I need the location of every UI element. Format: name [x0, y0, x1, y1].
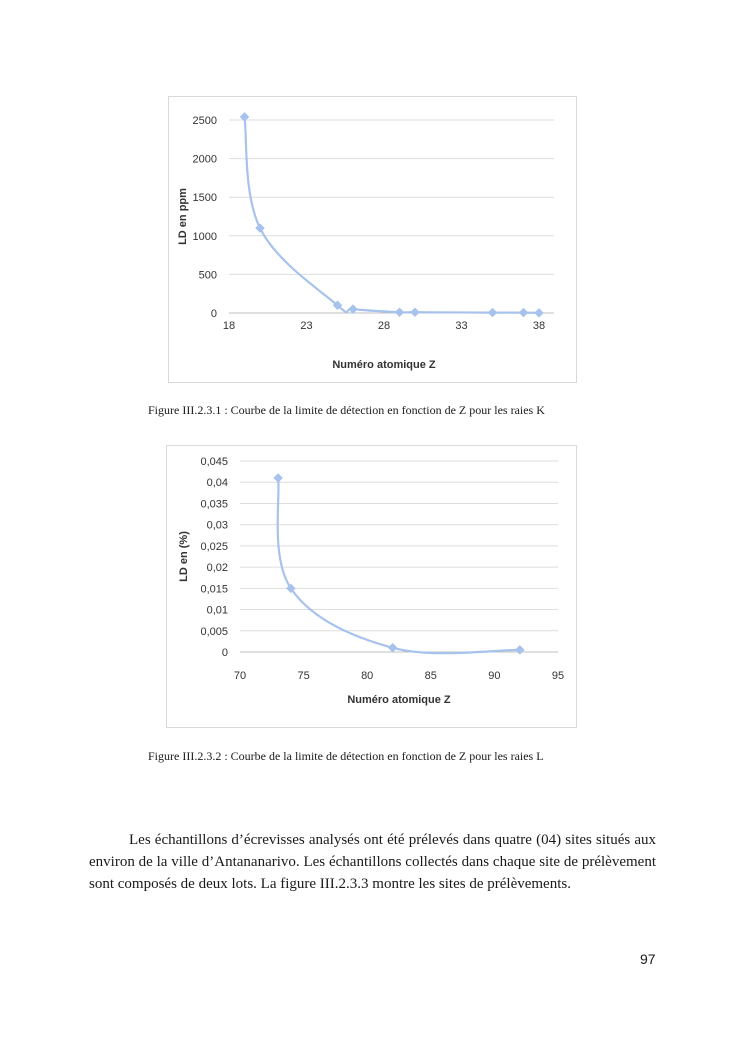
x-tick-label: 80 [361, 670, 374, 682]
x-tick-label: 28 [377, 320, 391, 332]
chart-l-lines [167, 446, 576, 727]
x-tick-label: 33 [455, 320, 468, 332]
x-tick-label: 75 [297, 670, 310, 682]
figure-2-chart [166, 445, 577, 728]
x-axis-label: Numéro atomique Z [347, 694, 451, 706]
x-axis-label: Numéro atomique Z [332, 359, 436, 371]
y-tick-label: 0,035 [200, 498, 228, 511]
y-tick-label: 0 [210, 308, 217, 320]
figure-1-chart [168, 96, 577, 383]
data-point-marker [349, 305, 358, 314]
y-tick-label: 0,025 [200, 540, 228, 553]
data-point-marker [519, 308, 528, 317]
y-tick-label: 1000 [192, 230, 217, 243]
y-tick-label: 500 [198, 269, 217, 282]
data-point-marker [488, 308, 497, 317]
figure-1-caption: Figure III.2.3.1 : Courbe de la limite de détection en fonction de Z pour les raies K [148, 403, 545, 417]
y-tick-label: 0,02 [206, 562, 228, 575]
y-axis-label: LD en (%) [178, 531, 190, 582]
data-point-marker [274, 473, 283, 482]
y-tick-label: 0,015 [200, 583, 228, 596]
x-tick-label: 85 [424, 670, 437, 682]
x-tick-label: 90 [488, 670, 501, 682]
y-axis-label: LD en ppm [177, 188, 189, 245]
y-tick-label: 1500 [192, 192, 217, 205]
x-tick-label: 18 [222, 320, 236, 332]
series-line [245, 117, 540, 313]
data-point-marker [515, 645, 524, 654]
figure-2-caption: Figure III.2.3.2 : Courbe de la limite de détection en fonction de Z pour les raies L [148, 749, 544, 763]
x-tick-label: 70 [233, 670, 247, 682]
data-point-marker [411, 308, 420, 317]
series-line [278, 478, 520, 653]
body-paragraph-text: Les échantillons d’écrevisses analysés ont été prélevés dans quatre (04) sites situés aux environ de la ville d’Antananarivo. Les échantillons collectés dans chaque site de prélèvement sont composés de deux lots. La figure III.2.3.3 montre les sites de prélèvements. [89, 832, 656, 892]
y-tick-label: 2500 [192, 115, 217, 127]
y-tick-label: 0,04 [206, 477, 228, 490]
data-point-marker [388, 643, 397, 652]
x-tick-label: 23 [300, 320, 313, 332]
x-tick-label: 95 [551, 670, 565, 682]
page-number: 97 [640, 951, 656, 967]
x-tick-label: 38 [532, 320, 546, 332]
body-paragraph [89, 829, 656, 895]
data-point-marker [395, 308, 404, 317]
data-point-marker [256, 224, 265, 233]
y-tick-label: 0,01 [206, 604, 228, 617]
chart-k-lines [169, 97, 576, 382]
y-tick-label: 0 [221, 647, 228, 659]
y-tick-label: 0,045 [200, 456, 228, 468]
y-tick-label: 0,03 [206, 519, 228, 532]
y-tick-label: 0,005 [200, 625, 228, 638]
y-tick-label: 2000 [192, 153, 217, 166]
data-point-marker [535, 308, 544, 317]
